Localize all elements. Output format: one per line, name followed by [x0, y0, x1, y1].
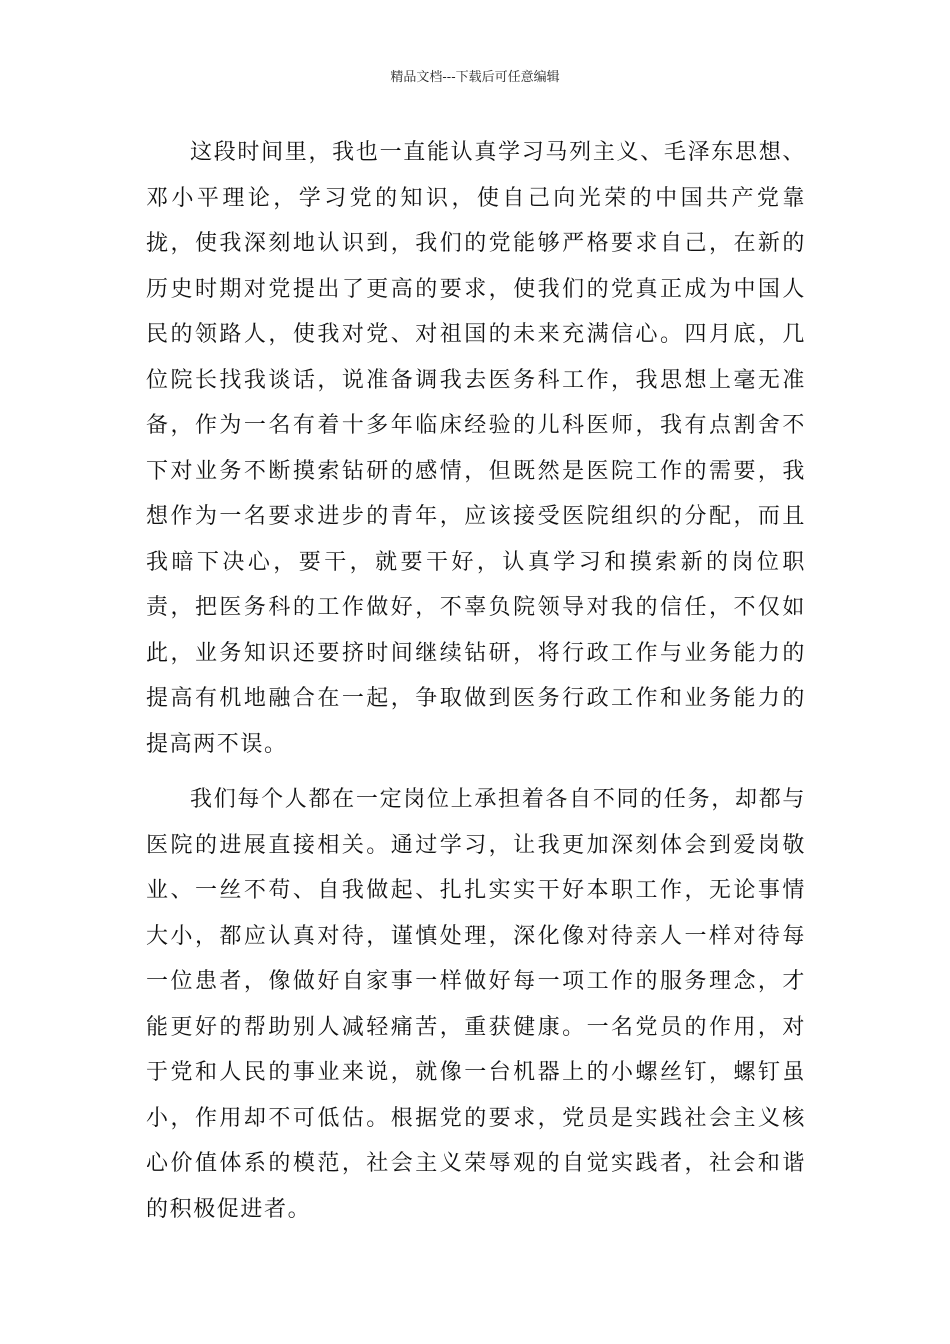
- paragraph-1: 这段时间里，我也一直能认真学习马列主义、毛泽东思想、邓小平理论，学习党的知识，使自己向光荣的中国共产党靠拢，使我深刻地认识到，我们的党能够严格要求自己，在新的历史时期对党提出了更高的要求，使我们的党真正成为中国人民的领路人，使我对党、对祖国的未来充满信心。四月底，几位院长找我谈话，说准备调我去医务科工作，我思想上毫无准备，作为一名有着十多年临床经验的儿科医师，我有点割舍不下对业务不断摸索钻研的感情，但既然是医院工作的需要，我想作为一名要求进步的青年，应该接受医院组织的分配，而且我暗下决心，要干，就要干好，认真学习和摸索新的岗位职责，把医务科的工作做好，不辜负院领导对我的信任，不仅如此，业务知识还要挤时间继续钻研，将行政工作与业务能力的提高有机地融合在一起，争取做到医务行政工作和业务能力的提高两不误。: [146, 140, 806, 757]
- header-note: 精品文档---下载后可任意编辑: [390, 70, 560, 85]
- paragraph-2: 我们每个人都在一定岗位上承担着各自不同的任务，却都与医院的进展直接相关。通过学习，让我更加深刻体会到爱岗敬业、一丝不苟、自我做起、扎扎实实干好本职工作，无论事情大小，都应认真对待，谨慎处理，深化像对待亲人一样对待每一位患者，像做好自家事一样做好每一项工作的服务理念，才能更好的帮助别人减轻痛苦，重获健康。一名党员的作用，对于党和人民的事业来说，就像一台机器上的小螺丝钉，螺钉虽小，作用却不可低估。根据党的要求，党员是实践社会主义核心价值体系的模范，社会主义荣辱观的自觉实践者，社会和谐的积极促进者。: [146, 787, 806, 1222]
- document-body: [146, 130, 806, 1232]
